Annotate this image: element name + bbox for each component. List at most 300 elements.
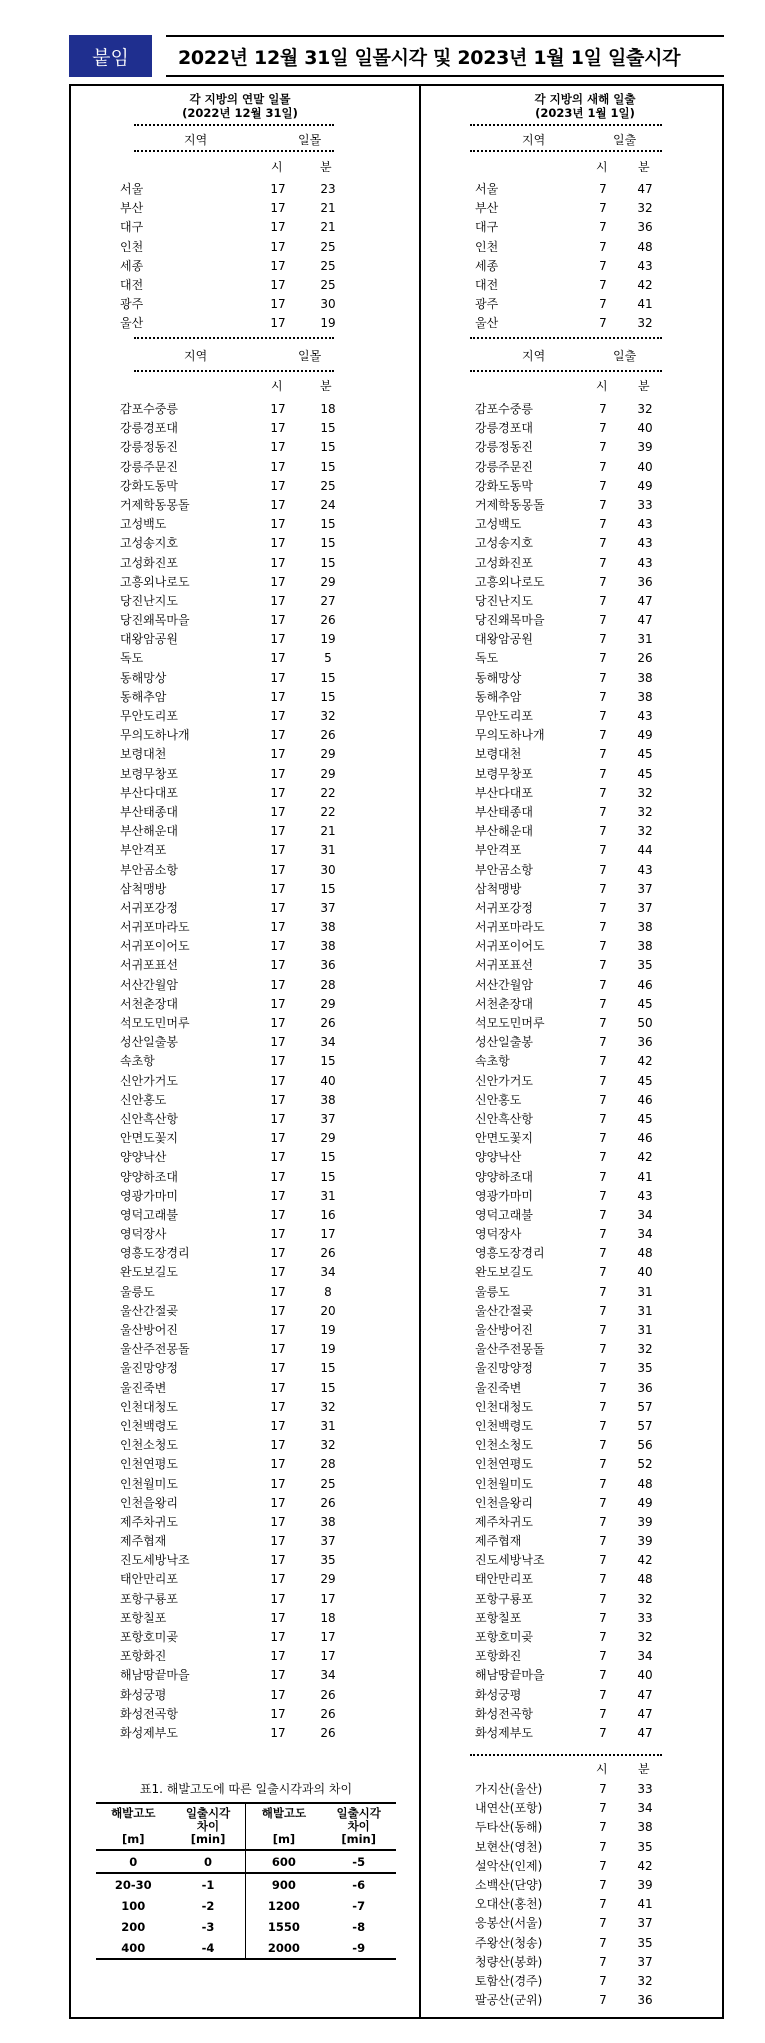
list-item [120,1532,350,1551]
hour-value: 7 [599,939,607,954]
place-name: 보령대천 [120,747,167,762]
hour-value: 7 [599,824,607,839]
place-name: 울산방어진 [475,1323,533,1337]
table-cell: 1200 [267,1898,300,1913]
left-col-min: 분 [320,160,332,174]
minute-value: 34 [320,1668,336,1683]
right-section-title [485,92,685,120]
place-name: 당진왜목마을 [120,613,190,628]
hour-value: 7 [599,1342,607,1357]
right-col-hour: 시 [596,379,608,393]
list-item [475,1724,675,1743]
list-item [475,1129,675,1148]
place-name: 서천춘장대 [475,996,533,1011]
minute-value: 19 [320,316,336,331]
dotted-rule [470,337,662,339]
right-col-min: 분 [638,160,650,174]
hour-value: 7 [599,1610,607,1625]
place-name: 서귀포강정 [120,900,178,915]
minute-value: 45 [637,1073,653,1088]
hour-value: 7 [599,459,607,474]
place-name: 독도 [475,651,499,666]
place-name: 강릉경포대 [120,421,178,436]
list-item [475,765,675,784]
list-item [120,1494,350,1513]
minute-value: 32 [637,1630,653,1644]
hour-value: 7 [599,1092,607,1107]
minute-value: 34 [320,1035,336,1050]
list-item [120,861,350,880]
hour-value: 17 [270,1169,286,1184]
minute-value: 15 [320,670,336,685]
place-name: 울진죽변 [475,1380,522,1395]
list-item [475,1532,675,1551]
hour-value: 7 [599,1399,607,1414]
place-name: 서귀포강정 [475,900,533,915]
place-name: 울릉도 [120,1284,155,1299]
list-item [475,1244,675,1263]
minute-value: 15 [320,440,336,455]
minute-value: 38 [637,689,653,704]
list-item [120,438,350,457]
minute-value: 45 [637,766,653,781]
left-title-line1: 각 지방의 연말 일몰 [189,92,291,106]
minute-value: 34 [637,1649,653,1664]
left-col-hour: 시 [271,379,283,393]
hour-value: 7 [599,1935,607,1950]
hour-value: 17 [270,996,286,1011]
hour-value: 17 [270,1323,286,1337]
minute-value: 46 [637,1131,653,1146]
table-cell: 0 [171,1850,246,1873]
minute-value: 33 [637,1782,653,1796]
minute-value: 42 [637,1150,653,1165]
minute-value: 48 [637,239,653,254]
place-name: 신안홍도 [120,1092,167,1107]
list-item [120,765,350,784]
table-header: 해발고도 [m] [246,1803,321,1850]
list-item [120,1033,350,1052]
hour-value: 17 [270,1418,286,1433]
hour-value: 17 [270,1380,286,1395]
list-item [120,1609,350,1628]
minute-value: 15 [320,1169,336,1184]
place-name: 감포수중릉 [475,402,533,416]
minute-value: 35 [320,1553,336,1568]
hour-value: 7 [599,920,607,935]
place-name: 광주 [475,297,499,312]
hour-value: 17 [270,1687,286,1702]
place-name: 청량산(봉화) [475,1954,543,1969]
dotted-rule [470,1754,662,1756]
hour-value: 7 [599,1591,607,1606]
minute-value: 48 [637,1476,653,1491]
hour-value: 7 [599,1188,607,1203]
hour-value: 7 [599,1993,607,2008]
place-name: 영덕고래불 [120,1207,178,1222]
place-name: 영흥도장경리 [120,1246,190,1261]
list-item [475,534,675,553]
minute-value: 34 [637,1801,653,1816]
place-name: 부산해운대 [475,824,533,839]
place-name: 고성화진포 [475,555,533,570]
dotted-rule [470,370,662,372]
minute-value: 32 [320,1399,336,1414]
list-item [120,218,350,237]
list-item [120,180,350,199]
hour-value: 7 [599,728,607,743]
minute-value: 17 [320,1649,336,1664]
list-item [475,841,675,860]
minute-value: 23 [320,182,336,196]
place-name: 제주차귀도 [475,1514,533,1529]
hour-value: 17 [270,536,286,551]
place-name: 울산 [120,316,144,331]
hour-value: 7 [599,316,607,331]
minute-value: 21 [320,220,336,235]
list-item [475,592,675,611]
place-name: 영덕장사 [120,1227,167,1242]
place-name: 무의도하나개 [120,728,190,743]
minute-value: 32 [637,316,653,331]
place-name: 서귀포이어도 [120,939,190,954]
place-name: 서귀포이어도 [475,939,545,954]
hour-value: 7 [599,613,607,628]
place-name: 성산일출봉 [120,1035,178,1050]
hour-value: 7 [599,1649,607,1664]
hour-value: 17 [270,478,286,493]
hour-value: 7 [599,1150,607,1165]
minute-value: 32 [637,201,653,216]
hour-value: 7 [599,1973,607,1988]
place-name: 인천연평도 [475,1457,533,1472]
place-name: 서귀포마라도 [475,920,545,935]
hour-value: 7 [599,1361,607,1376]
place-name: 오대산(홍천) [475,1897,543,1912]
place-name: 울산 [475,316,499,331]
table-cell: -8 [352,1919,366,1934]
list-item [475,400,675,419]
list-item [120,1359,350,1378]
hour-value: 17 [270,574,286,589]
list-item [120,1052,350,1071]
hour-value: 17 [270,316,286,331]
hour-value: 7 [599,1418,607,1433]
minute-value: 34 [637,1227,653,1242]
minute-value: 25 [320,258,336,273]
hour-value: 7 [599,1246,607,1261]
hour-value: 7 [599,1207,607,1222]
list-item [475,995,675,1014]
place-name: 고흥외나로도 [475,574,545,589]
hour-value: 17 [270,277,286,292]
minute-value: 15 [320,1054,336,1069]
place-name: 강화도동막 [120,478,178,493]
hour-value: 7 [599,709,607,723]
table-row [96,1850,396,1873]
place-name: 대전 [475,277,499,292]
list-item [475,745,675,764]
hour-value: 17 [270,1534,286,1549]
list-item [475,1206,675,1225]
place-name: 독도 [120,651,144,666]
dotted-rule [134,124,334,126]
list-item [475,937,675,956]
place-name: 인천연평도 [120,1457,178,1472]
place-name: 부안곰소항 [475,862,533,877]
minute-value: 32 [320,709,336,723]
minute-value: 31 [637,1303,653,1318]
hour-value: 7 [599,1131,607,1146]
place-name: 인천월미도 [475,1476,533,1491]
list-item [475,1225,675,1244]
list-item [475,1033,675,1052]
list-item [120,1475,350,1494]
list-item [475,1417,675,1436]
hour-value: 17 [270,1649,286,1664]
place-name: 인천백령도 [120,1418,178,1433]
hour-value: 7 [599,478,607,493]
place-name: 강릉주문진 [120,459,178,474]
minute-value: 19 [320,1342,336,1357]
list-item [120,1398,350,1417]
hour-value: 17 [270,1092,286,1107]
minute-value: 31 [637,1284,653,1299]
hour-value: 7 [599,632,607,647]
right-col-time: 일출 [613,349,637,363]
list-item [120,803,350,822]
hour-value: 17 [270,555,286,570]
list-item [475,918,675,937]
minute-value: 30 [320,297,336,312]
hour-value: 17 [270,1150,286,1165]
place-name: 부산태종대 [475,804,533,819]
column-divider [419,84,421,2019]
list-item [120,477,350,496]
hour-value: 7 [599,862,607,877]
list-item [120,745,350,764]
list-item [475,496,675,515]
minute-value: 40 [637,459,653,474]
minute-value: 32 [320,1438,336,1453]
place-name: 대전 [120,277,144,292]
place-name: 울산간절곶 [120,1303,178,1318]
list-item [120,1072,350,1091]
hour-value: 17 [270,1342,286,1357]
list-item [475,880,675,899]
hour-value: 17 [270,670,286,685]
table-cell: 900 [246,1873,321,1895]
minute-value: 25 [320,1476,336,1491]
place-name: 울산방어진 [120,1323,178,1337]
hour-value: 7 [599,201,607,216]
list-item [120,688,350,707]
hour-value: 7 [599,996,607,1011]
list-item [475,707,675,726]
table-cell: -7 [352,1898,366,1913]
hour-value: 7 [599,689,607,704]
list-item [475,1876,675,1895]
list-item [475,649,675,668]
hour-value: 17 [270,1227,286,1242]
minute-value: 32 [637,824,653,839]
minute-value: 43 [637,258,653,273]
place-name: 울산간절곶 [475,1303,533,1318]
minute-value: 32 [637,1591,653,1606]
left-col-min: 분 [320,379,332,393]
right-col-hour: 시 [596,160,608,174]
place-name: 대구 [120,220,144,235]
minute-value: 15 [320,459,336,474]
minute-value: 43 [637,536,653,551]
left-col-region: 지역 [184,133,208,147]
hour-value: 17 [270,201,286,216]
place-name: 보령무창포 [475,766,533,781]
place-name: 소백산(단양) [475,1877,543,1892]
list-item [120,1455,350,1474]
minute-value: 38 [320,939,336,954]
place-name: 인천대청도 [475,1399,533,1414]
place-name: 고성백도 [475,517,522,532]
place-name: 신안가거도 [475,1073,533,1088]
hour-value: 7 [599,1323,607,1337]
list-item [475,1513,675,1532]
place-name: 고성송지호 [120,536,178,551]
place-name: 신안흑산항 [475,1111,533,1126]
list-item [475,1455,675,1474]
minute-value: 26 [320,1016,336,1030]
left-section-title [140,92,340,120]
list-item [120,1513,350,1532]
place-name: 광주 [120,297,144,312]
hour-value: 17 [270,1303,286,1318]
minute-value: 21 [320,824,336,839]
place-name: 영흥도장경리 [475,1246,545,1261]
hour-value: 17 [270,239,286,254]
list-item [120,1302,350,1321]
hour-value: 17 [270,1073,286,1088]
list-item [475,1666,675,1685]
minute-value: 42 [637,1858,653,1873]
table-cell: 400 [96,1937,171,1959]
place-name: 주왕산(청송) [475,1935,543,1950]
list-item [475,1436,675,1455]
place-name: 울진망양정 [475,1361,533,1376]
minute-value: 38 [637,1820,653,1835]
list-item [475,1340,675,1359]
list-item [475,822,675,841]
list-item [475,1799,675,1818]
left-col-hour: 시 [271,160,283,174]
minute-value: 29 [320,766,336,781]
minute-value: 39 [637,440,653,455]
hour-value: 17 [270,593,286,608]
table-row [96,1937,396,1959]
hour-value: 17 [270,920,286,935]
place-name: 동해망상 [120,670,167,685]
hour-value: 7 [599,536,607,551]
list-item [120,1168,350,1187]
hour-value: 7 [599,1284,607,1299]
list-item [475,515,675,534]
list-item [120,976,350,995]
place-name: 신안흑산항 [120,1111,178,1126]
place-name: 대왕암공원 [120,632,178,647]
hour-value: 7 [599,517,607,532]
minute-value: 33 [637,1610,653,1625]
hour-value: 17 [270,258,286,273]
hour-value: 7 [599,1897,607,1912]
place-name: 진도세방낙조 [120,1553,190,1568]
place-name: 무안도리포 [475,709,533,723]
list-item [475,1647,675,1666]
hour-value: 7 [599,958,607,973]
list-item [475,257,675,276]
hour-value: 17 [270,1188,286,1203]
hour-value: 7 [599,1476,607,1491]
list-item [475,1818,675,1837]
hour-value: 7 [599,1073,607,1088]
list-item [120,649,350,668]
list-item [475,1551,675,1570]
place-name: 강릉경포대 [475,421,533,436]
hour-value: 7 [599,574,607,589]
minute-value: 18 [320,1610,336,1625]
dotted-rule [470,150,662,152]
hour-value: 17 [270,958,286,973]
minute-value: 20 [320,1303,336,1318]
minute-value: 24 [320,497,336,512]
minute-value: 37 [320,1534,336,1549]
minute-value: 35 [637,958,653,973]
list-item [475,611,675,630]
minute-value: 32 [637,804,653,819]
dotted-rule [470,124,662,126]
place-name: 부산태종대 [120,804,178,819]
hour-value: 17 [270,900,286,915]
hour-value: 17 [270,1207,286,1222]
list-item [475,1475,675,1494]
hour-value: 7 [599,766,607,781]
minute-value: 30 [320,862,336,877]
hour-value: 17 [270,1016,286,1030]
place-name: 화성궁평 [120,1687,167,1702]
table-row [96,1895,396,1916]
place-name: 인천백령도 [475,1418,533,1433]
place-name: 삼척맹방 [475,881,522,896]
hour-value: 7 [599,1303,607,1318]
hour-value: 17 [270,297,286,312]
hour-value: 17 [270,709,286,723]
place-name: 진도세방낙조 [475,1553,545,1568]
hour-value: 7 [599,670,607,685]
place-name: 포항화진 [475,1649,522,1664]
hour-value: 17 [270,1553,286,1568]
hour-value: 17 [270,766,286,781]
hour-value: 17 [270,1476,286,1491]
minute-value: 19 [320,1323,336,1337]
place-name: 안면도꽃지 [120,1131,178,1146]
list-item [475,276,675,295]
minute-value: 57 [637,1418,653,1433]
table-title: 표1. 해발고도에 따른 일출시각과의 차이 [139,1782,353,1796]
minute-value: 49 [637,728,653,743]
minute-value: 21 [320,201,336,216]
list-item [475,1991,675,2010]
place-name: 부안격포 [475,843,522,858]
place-name: 화성전곡항 [475,1706,533,1721]
minute-value: 38 [637,920,653,935]
